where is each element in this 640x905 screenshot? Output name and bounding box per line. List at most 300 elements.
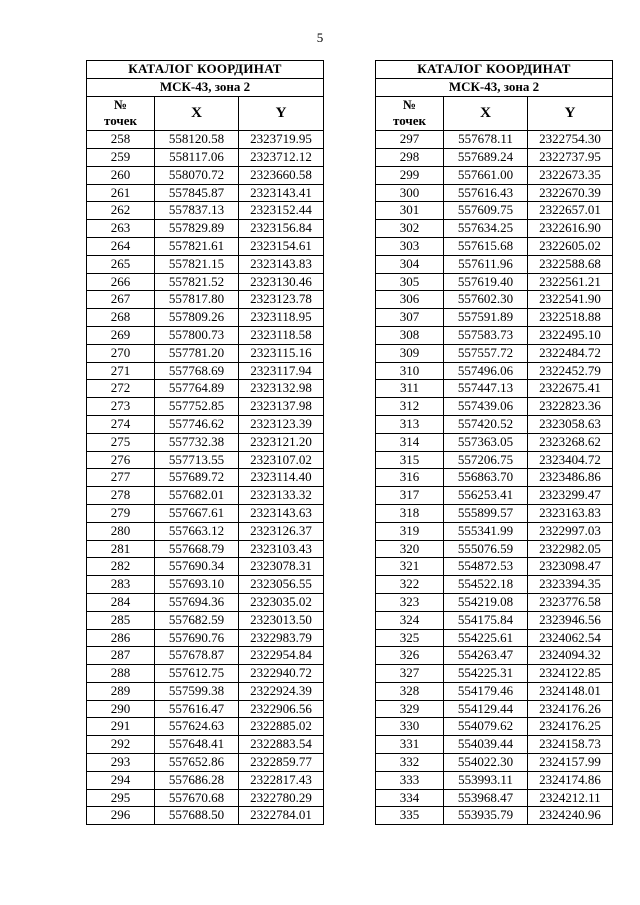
y-coordinate-cell: 2322983.79 [239, 629, 324, 647]
point-number-cell: 307 [376, 309, 444, 327]
table-row [376, 754, 613, 772]
point-number-cell: 271 [87, 362, 155, 380]
y-coordinate-cell: 2323137.98 [239, 398, 324, 416]
x-coordinate-cell: 557690.76 [155, 629, 239, 647]
x-coordinate-cell: 557583.73 [444, 326, 528, 344]
x-coordinate-cell: 558070.72 [155, 166, 239, 184]
y-coordinate-cell: 2322518.88 [528, 309, 613, 327]
table-row [87, 398, 324, 416]
table-row [87, 469, 324, 487]
table-row [376, 593, 613, 611]
table-row [87, 593, 324, 611]
table-row [376, 273, 613, 291]
table-row [87, 700, 324, 718]
y-coordinate-cell: 2323143.63 [239, 504, 324, 522]
x-coordinate-cell: 554022.30 [444, 754, 528, 772]
y-coordinate-cell: 2322954.84 [239, 647, 324, 665]
x-coordinate-cell: 557663.12 [155, 522, 239, 540]
y-coordinate-cell: 2322657.01 [528, 202, 613, 220]
point-number-cell: 319 [376, 522, 444, 540]
x-coordinate-cell: 557682.59 [155, 611, 239, 629]
x-coordinate-cell: 554175.84 [444, 611, 528, 629]
y-coordinate-cell: 2322885.02 [239, 718, 324, 736]
x-coordinate-cell: 557837.13 [155, 202, 239, 220]
table-row [376, 451, 613, 469]
point-number-cell: 297 [376, 131, 444, 149]
point-number-cell: 303 [376, 237, 444, 255]
y-coordinate-cell: 2322541.90 [528, 291, 613, 309]
point-number-cell: 321 [376, 558, 444, 576]
point-number-cell: 302 [376, 220, 444, 238]
point-number-cell: 324 [376, 611, 444, 629]
table-row [376, 576, 613, 594]
table-row [87, 665, 324, 683]
table-row [87, 362, 324, 380]
table-row [376, 522, 613, 540]
y-coordinate-cell: 2324158.73 [528, 736, 613, 754]
table-row [376, 540, 613, 558]
point-number-cell: 280 [87, 522, 155, 540]
table-row [376, 487, 613, 505]
point-number-cell: 262 [87, 202, 155, 220]
y-coordinate-cell: 2322673.35 [528, 166, 613, 184]
x-coordinate-cell: 555899.57 [444, 504, 528, 522]
y-coordinate-cell: 2323115.16 [239, 344, 324, 362]
y-coordinate-cell: 2322883.54 [239, 736, 324, 754]
y-coordinate-cell: 2323404.72 [528, 451, 613, 469]
y-coordinate-cell: 2322452.79 [528, 362, 613, 380]
table-body [87, 131, 324, 825]
table-row [376, 220, 613, 238]
point-number-cell: 295 [87, 789, 155, 807]
point-number-cell: 317 [376, 487, 444, 505]
y-coordinate-cell: 2322670.39 [528, 184, 613, 202]
y-coordinate-cell: 2323130.46 [239, 273, 324, 291]
coordinate-table-right [375, 60, 613, 825]
point-number-cell: 299 [376, 166, 444, 184]
y-coordinate-cell: 2323013.50 [239, 611, 324, 629]
table-row [376, 131, 613, 149]
table-body [376, 131, 613, 825]
y-coordinate-cell: 2322605.02 [528, 237, 613, 255]
x-coordinate-cell: 557615.68 [444, 237, 528, 255]
y-coordinate-cell: 2322616.90 [528, 220, 613, 238]
point-number-cell: 305 [376, 273, 444, 291]
catalog-title: КАТАЛОГ КООРДИНАТ [376, 61, 613, 79]
point-number-cell: 263 [87, 220, 155, 238]
y-coordinate-cell: 2323394.35 [528, 576, 613, 594]
x-coordinate-cell: 557694.36 [155, 593, 239, 611]
x-coordinate-cell: 556863.70 [444, 469, 528, 487]
table-row [87, 148, 324, 166]
y-coordinate-cell: 2323035.02 [239, 593, 324, 611]
y-coordinate-cell: 2323117.94 [239, 362, 324, 380]
point-number-cell: 332 [376, 754, 444, 772]
x-coordinate-cell: 557713.55 [155, 451, 239, 469]
y-coordinate-cell: 2323098.47 [528, 558, 613, 576]
x-coordinate-cell: 557363.05 [444, 433, 528, 451]
y-coordinate-cell: 2323946.56 [528, 611, 613, 629]
y-coordinate-cell: 2324094.32 [528, 647, 613, 665]
column-header-y: Y [528, 96, 613, 131]
point-number-cell: 318 [376, 504, 444, 522]
point-number-cell: 308 [376, 326, 444, 344]
point-number-cell: 268 [87, 309, 155, 327]
column-header-x: X [444, 96, 528, 131]
table-row [87, 309, 324, 327]
point-number-cell: 264 [87, 237, 155, 255]
column-header-point-number: № точек [376, 96, 444, 131]
table-row [87, 504, 324, 522]
table-row [376, 807, 613, 825]
point-number-cell: 278 [87, 487, 155, 505]
table-row [87, 789, 324, 807]
x-coordinate-cell: 556253.41 [444, 487, 528, 505]
point-number-cell: 304 [376, 255, 444, 273]
table-row [376, 309, 613, 327]
point-number-cell: 290 [87, 700, 155, 718]
x-coordinate-cell: 557634.25 [444, 220, 528, 238]
y-coordinate-cell: 2323486.86 [528, 469, 613, 487]
x-coordinate-cell: 557678.11 [444, 131, 528, 149]
table-row [376, 629, 613, 647]
x-coordinate-cell: 557599.38 [155, 682, 239, 700]
y-coordinate-cell: 2324157.99 [528, 754, 613, 772]
y-coordinate-cell: 2322495.10 [528, 326, 613, 344]
x-coordinate-cell: 557817.80 [155, 291, 239, 309]
point-number-cell: 312 [376, 398, 444, 416]
y-coordinate-cell: 2323133.32 [239, 487, 324, 505]
y-coordinate-cell: 2323776.58 [528, 593, 613, 611]
point-number-cell: 334 [376, 789, 444, 807]
x-coordinate-cell: 557668.79 [155, 540, 239, 558]
point-number-cell: 279 [87, 504, 155, 522]
table-row [87, 433, 324, 451]
x-coordinate-cell: 557420.52 [444, 415, 528, 433]
y-coordinate-cell: 2322561.21 [528, 273, 613, 291]
table-row [376, 344, 613, 362]
table-row [87, 807, 324, 825]
x-coordinate-cell: 557624.63 [155, 718, 239, 736]
y-coordinate-cell: 2323152.44 [239, 202, 324, 220]
x-coordinate-cell: 557686.28 [155, 771, 239, 789]
table-row [87, 736, 324, 754]
y-coordinate-cell: 2323114.40 [239, 469, 324, 487]
point-number-cell: 320 [376, 540, 444, 558]
table-row [87, 629, 324, 647]
y-coordinate-cell: 2324122.85 [528, 665, 613, 683]
point-number-cell: 281 [87, 540, 155, 558]
y-coordinate-cell: 2322924.39 [239, 682, 324, 700]
table-row [376, 148, 613, 166]
point-number-cell: 291 [87, 718, 155, 736]
table-row [376, 326, 613, 344]
point-number-cell: 315 [376, 451, 444, 469]
x-coordinate-cell: 554263.47 [444, 647, 528, 665]
x-coordinate-cell: 557689.24 [444, 148, 528, 166]
table-row [376, 558, 613, 576]
y-coordinate-cell: 2324176.26 [528, 700, 613, 718]
point-number-cell: 287 [87, 647, 155, 665]
table-row [376, 771, 613, 789]
table-row [87, 718, 324, 736]
coordinate-table-left [86, 60, 324, 825]
y-coordinate-cell: 2322588.68 [528, 255, 613, 273]
table-row [87, 273, 324, 291]
point-number-cell: 325 [376, 629, 444, 647]
y-coordinate-cell: 2322997.03 [528, 522, 613, 540]
x-coordinate-cell: 557439.06 [444, 398, 528, 416]
x-coordinate-cell: 554522.18 [444, 576, 528, 594]
table-row [87, 202, 324, 220]
y-coordinate-cell: 2322982.05 [528, 540, 613, 558]
y-coordinate-cell: 2324174.86 [528, 771, 613, 789]
y-coordinate-cell: 2324212.11 [528, 789, 613, 807]
table-row [87, 237, 324, 255]
point-number-cell: 289 [87, 682, 155, 700]
x-coordinate-cell: 555076.59 [444, 540, 528, 558]
table-row [376, 415, 613, 433]
table-row [87, 611, 324, 629]
x-coordinate-cell: 557690.34 [155, 558, 239, 576]
y-coordinate-cell: 2324148.01 [528, 682, 613, 700]
x-coordinate-cell: 557732.38 [155, 433, 239, 451]
y-coordinate-cell: 2323123.39 [239, 415, 324, 433]
y-coordinate-cell: 2323154.61 [239, 237, 324, 255]
point-number-cell: 294 [87, 771, 155, 789]
table-row [87, 291, 324, 309]
point-number-cell: 261 [87, 184, 155, 202]
table-row [87, 184, 324, 202]
x-coordinate-cell: 557670.68 [155, 789, 239, 807]
table-row [376, 291, 613, 309]
x-coordinate-cell: 553935.79 [444, 807, 528, 825]
point-number-cell: 266 [87, 273, 155, 291]
x-coordinate-cell: 557609.75 [444, 202, 528, 220]
table-row [376, 789, 613, 807]
y-coordinate-cell: 2323143.83 [239, 255, 324, 273]
x-coordinate-cell: 557678.87 [155, 647, 239, 665]
x-coordinate-cell: 554039.44 [444, 736, 528, 754]
point-number-cell: 292 [87, 736, 155, 754]
x-coordinate-cell: 557821.15 [155, 255, 239, 273]
x-coordinate-cell: 553968.47 [444, 789, 528, 807]
x-coordinate-cell: 557689.72 [155, 469, 239, 487]
table-row [87, 166, 324, 184]
table-row [376, 700, 613, 718]
table-row [87, 487, 324, 505]
point-number-cell: 322 [376, 576, 444, 594]
table-row [87, 380, 324, 398]
y-coordinate-cell: 2322754.30 [528, 131, 613, 149]
table-row [376, 380, 613, 398]
y-coordinate-cell: 2323121.20 [239, 433, 324, 451]
x-coordinate-cell: 555341.99 [444, 522, 528, 540]
y-coordinate-cell: 2323719.95 [239, 131, 324, 149]
y-coordinate-cell: 2324176.25 [528, 718, 613, 736]
x-coordinate-cell: 557688.50 [155, 807, 239, 825]
y-coordinate-cell: 2323268.62 [528, 433, 613, 451]
x-coordinate-cell: 554179.46 [444, 682, 528, 700]
column-header-point-number: № точек [87, 96, 155, 131]
x-coordinate-cell: 554225.61 [444, 629, 528, 647]
x-coordinate-cell: 557845.87 [155, 184, 239, 202]
y-coordinate-cell: 2323156.84 [239, 220, 324, 238]
point-number-cell: 309 [376, 344, 444, 362]
point-number-cell: 311 [376, 380, 444, 398]
y-coordinate-cell: 2322737.95 [528, 148, 613, 166]
table-row [376, 184, 613, 202]
x-coordinate-cell: 554219.08 [444, 593, 528, 611]
x-coordinate-cell: 557447.13 [444, 380, 528, 398]
coordinate-system-label: МСК-43, зона 2 [376, 78, 613, 96]
point-number-cell: 293 [87, 754, 155, 772]
point-number-cell: 326 [376, 647, 444, 665]
table-row [376, 398, 613, 416]
x-coordinate-cell: 557652.86 [155, 754, 239, 772]
x-coordinate-cell: 557611.96 [444, 255, 528, 273]
point-number-cell: 284 [87, 593, 155, 611]
table-row [376, 665, 613, 683]
point-number-cell: 323 [376, 593, 444, 611]
y-coordinate-cell: 2322675.41 [528, 380, 613, 398]
y-coordinate-cell: 2322780.29 [239, 789, 324, 807]
y-coordinate-cell: 2324062.54 [528, 629, 613, 647]
y-coordinate-cell: 2323118.95 [239, 309, 324, 327]
table-row [376, 504, 613, 522]
point-number-cell: 282 [87, 558, 155, 576]
point-number-cell: 283 [87, 576, 155, 594]
x-coordinate-cell: 557619.40 [444, 273, 528, 291]
table-row [376, 682, 613, 700]
table-row [376, 469, 613, 487]
y-coordinate-cell: 2323123.78 [239, 291, 324, 309]
y-coordinate-cell: 2322859.77 [239, 754, 324, 772]
point-number-cell: 273 [87, 398, 155, 416]
x-coordinate-cell: 557602.30 [444, 291, 528, 309]
y-coordinate-cell: 2322784.01 [239, 807, 324, 825]
point-number-cell: 269 [87, 326, 155, 344]
y-coordinate-cell: 2323107.02 [239, 451, 324, 469]
y-coordinate-cell: 2323058.63 [528, 415, 613, 433]
table-row [87, 540, 324, 558]
x-coordinate-cell: 557821.61 [155, 237, 239, 255]
point-number-cell: 306 [376, 291, 444, 309]
table-row [87, 255, 324, 273]
x-coordinate-cell: 557496.06 [444, 362, 528, 380]
table-row [87, 451, 324, 469]
x-coordinate-cell: 557682.01 [155, 487, 239, 505]
x-coordinate-cell: 557591.89 [444, 309, 528, 327]
y-coordinate-cell: 2323712.12 [239, 148, 324, 166]
point-number-cell: 277 [87, 469, 155, 487]
y-coordinate-cell: 2322906.56 [239, 700, 324, 718]
x-coordinate-cell: 557612.75 [155, 665, 239, 683]
point-number-cell: 260 [87, 166, 155, 184]
point-number-cell: 270 [87, 344, 155, 362]
x-coordinate-cell: 557693.10 [155, 576, 239, 594]
point-number-cell: 331 [376, 736, 444, 754]
point-number-cell: 275 [87, 433, 155, 451]
point-number-cell: 265 [87, 255, 155, 273]
x-coordinate-cell: 554225.31 [444, 665, 528, 683]
table-row [87, 682, 324, 700]
x-coordinate-cell: 554079.62 [444, 718, 528, 736]
x-coordinate-cell: 554129.44 [444, 700, 528, 718]
table-row [87, 754, 324, 772]
table-row [87, 220, 324, 238]
point-number-cell: 330 [376, 718, 444, 736]
point-number-cell: 274 [87, 415, 155, 433]
point-number-cell: 327 [376, 665, 444, 683]
table-row [376, 237, 613, 255]
point-number-cell: 259 [87, 148, 155, 166]
point-number-cell: 300 [376, 184, 444, 202]
x-coordinate-cell: 557667.61 [155, 504, 239, 522]
x-coordinate-cell: 557809.26 [155, 309, 239, 327]
x-coordinate-cell: 557752.85 [155, 398, 239, 416]
x-coordinate-cell: 558117.06 [155, 148, 239, 166]
point-number-cell: 272 [87, 380, 155, 398]
table-row [376, 736, 613, 754]
y-coordinate-cell: 2323103.43 [239, 540, 324, 558]
x-coordinate-cell: 557206.75 [444, 451, 528, 469]
table-row [87, 415, 324, 433]
y-coordinate-cell: 2322817.43 [239, 771, 324, 789]
point-number-cell: 328 [376, 682, 444, 700]
x-coordinate-cell: 558120.58 [155, 131, 239, 149]
x-coordinate-cell: 557648.41 [155, 736, 239, 754]
x-coordinate-cell: 557781.20 [155, 344, 239, 362]
column-header-y: Y [239, 96, 324, 131]
table-row [87, 344, 324, 362]
table-row [87, 576, 324, 594]
y-coordinate-cell: 2323143.41 [239, 184, 324, 202]
x-coordinate-cell: 557800.73 [155, 326, 239, 344]
point-number-cell: 296 [87, 807, 155, 825]
table-row [376, 362, 613, 380]
table-row [87, 647, 324, 665]
table-row [376, 433, 613, 451]
x-coordinate-cell: 557746.62 [155, 415, 239, 433]
y-coordinate-cell: 2324240.96 [528, 807, 613, 825]
point-number-cell: 310 [376, 362, 444, 380]
y-coordinate-cell: 2323299.47 [528, 487, 613, 505]
point-number-cell: 276 [87, 451, 155, 469]
y-coordinate-cell: 2323660.58 [239, 166, 324, 184]
x-coordinate-cell: 554872.53 [444, 558, 528, 576]
y-coordinate-cell: 2323126.37 [239, 522, 324, 540]
table-row [376, 611, 613, 629]
y-coordinate-cell: 2323118.58 [239, 326, 324, 344]
table-row [87, 771, 324, 789]
x-coordinate-cell: 557768.69 [155, 362, 239, 380]
x-coordinate-cell: 557821.52 [155, 273, 239, 291]
table-row [376, 255, 613, 273]
point-number-cell: 288 [87, 665, 155, 683]
x-coordinate-cell: 557616.47 [155, 700, 239, 718]
point-number-cell: 301 [376, 202, 444, 220]
x-coordinate-cell: 557829.89 [155, 220, 239, 238]
y-coordinate-cell: 2323078.31 [239, 558, 324, 576]
table-row [376, 202, 613, 220]
y-coordinate-cell: 2322823.36 [528, 398, 613, 416]
point-number-cell: 285 [87, 611, 155, 629]
x-coordinate-cell: 557616.43 [444, 184, 528, 202]
y-coordinate-cell: 2323132.98 [239, 380, 324, 398]
table-row [376, 718, 613, 736]
x-coordinate-cell: 557661.00 [444, 166, 528, 184]
